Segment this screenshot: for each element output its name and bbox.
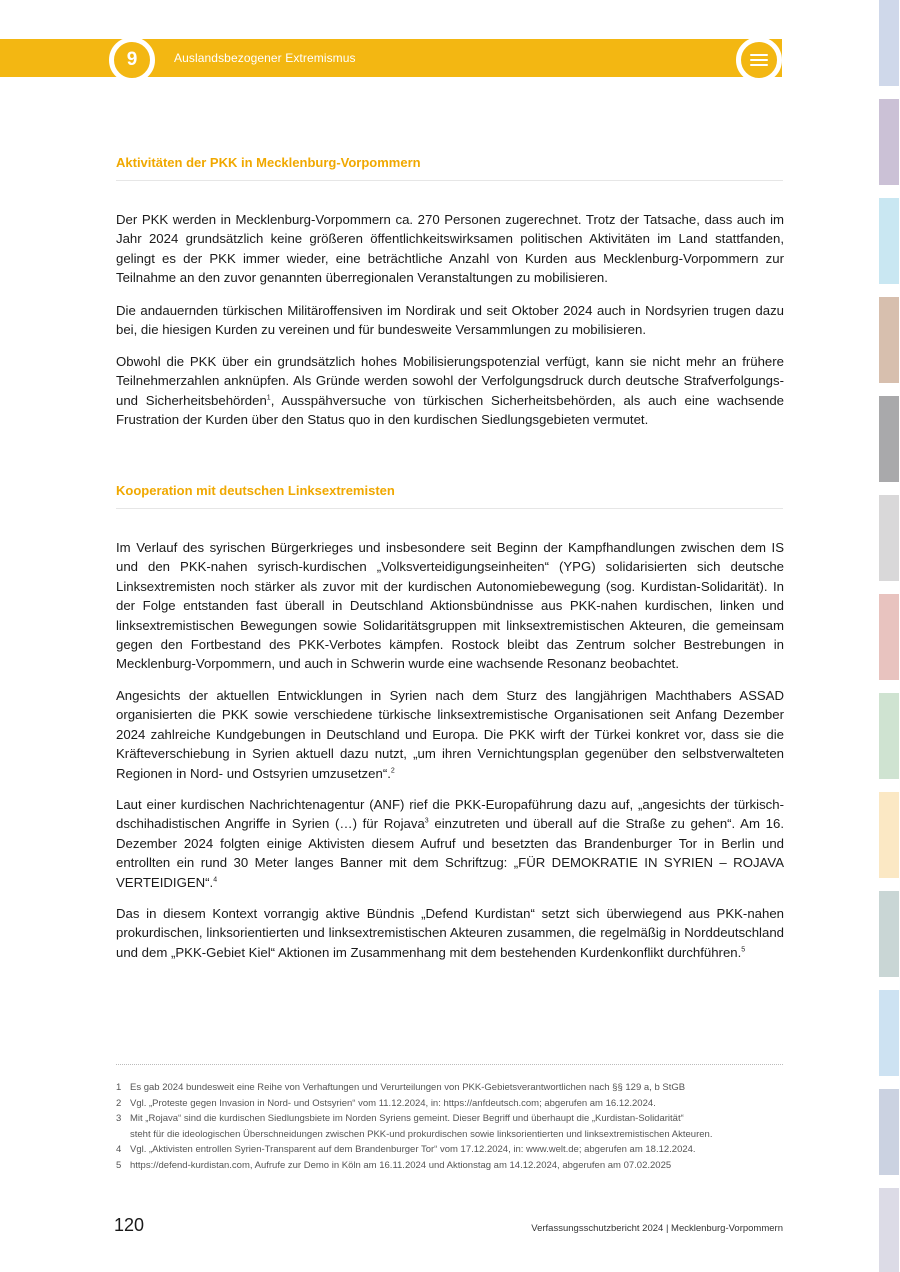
menu-button[interactable]: [736, 37, 782, 83]
side-tab-11[interactable]: [879, 990, 899, 1076]
footnote-item: 5 https://defend-kurdistan.com, Aufrufe zur Demo in Köln am 16.11.2024 und Aktionstag am 14.12.2024, abgerufen am 07.02.2025: [116, 1159, 672, 1171]
side-tab-5[interactable]: [879, 396, 899, 482]
side-tab-12[interactable]: [879, 1089, 899, 1175]
side-tab-1[interactable]: [879, 0, 899, 86]
side-tab-13[interactable]: [879, 1188, 899, 1272]
side-tab-8[interactable]: [879, 693, 899, 779]
footnote-ref[interactable]: 1: [266, 394, 271, 402]
publication-footer: Verfassungsschutzbericht 2024 | Mecklenburg-Vorpommern: [531, 1223, 783, 1234]
side-tab-9[interactable]: [879, 792, 899, 878]
footnote-list: [116, 1080, 786, 1174]
footnote-ref[interactable]: 3: [424, 818, 429, 826]
footnote-divider: [116, 1064, 783, 1065]
paragraph: Obwohl die PKK über ein grundsätzlich hohes Mobilisierungspotenzial verfügt, kann sie nicht mehr an frühere Teilnehmerzahlen anknüpfen. Als Gründe werden sowohl der Verfolgungsdruck durch deutsche Strafverfolgungs- und Sicherheitsbehörden$^1$, Ausspähversuche von türkischen Sicherheitsbehörden, als auch eine wachsende Frustration der Kurden über den Status quo in den kurdischen Siedlungsgebieten vermutet.: [116, 354, 784, 428]
hamburger-menu-icon: [750, 54, 768, 66]
section-divider: [116, 180, 783, 181]
section-heading-cooperation: Kooperation mit deutschen Linksextremisten: [116, 483, 395, 498]
footnote-item: 4 Vgl. „Aktivisten entrollen Syrien-Transparent auf dem Brandenburger Tor“ vom 17.12.2024, in: www.welt.de; abgerufen am 18.12.2024.: [116, 1144, 696, 1156]
section-divider: [116, 508, 783, 509]
chapter-number-badge: [109, 37, 155, 83]
paragraph: Angesichts der aktuellen Entwicklungen in Syrien nach dem Sturz des langjährigen Machthabers ASSAD organisierten die PKK sowie verschiedene türkische linksextremistische Organisationen seit Anfang Dezember 2024 zahlreiche Kundgebungen in Deutschland und Europa. Die PKK wirft der Türkei konkret vor, dass sie die Kräfteverschiebung in Syrien aktuell dazu nutzt, „um ihren Vernichtungsplan gegenüber den selbstverwalteten Regionen in Nord- und Ostsyrien umzusetzen“.$^2$: [116, 688, 784, 781]
paragraph: Das in diesem Kontext vorrangig aktive Bündnis „Defend Kurdistan“ setzt sich überwiegend aus PKK-nahen prokurdischen, linksorientierten und linksextremistischen Akteuren zusammen, die regelmäßig in Norddeutschland und dem „PKK-Gebiet Kiel“ Aktionen im Zusammenhang mit dem bestehenden Kurdenkonflikt durchführen.$^5$: [116, 906, 784, 960]
footnote-item: 2 Vgl. „Proteste gegen Invasion in Nord- und Ostsyrien“ vom 11.12.2024, in: https://anfdeutsch.com; abgerufen am 16.12.2024.: [116, 1097, 656, 1109]
section-heading-pkk-activities: Aktivitäten der PKK in Mecklenburg-Vorpommern: [116, 155, 421, 170]
footnote-item: 1 Es gab 2024 bundesweit eine Reihe von Verhaftungen und Verurteilungen von PKK-Gebietsverantwortlichen nach §§ 129 a, b StGB: [116, 1082, 686, 1093]
paragraph: Im Verlauf des syrischen Bürgerkrieges und insbesondere seit Beginn der Kampfhandlungen zwischen dem IS und den PKK-nahen syrisch-kurdischen „Volksverteidigungseinheiten“ (YPG) solidarisierten sich deutsche Linksextremisten noch stärker als zuvor mit der kurdischen Autonomiebewegung (sog. Kurdistan-Solidarität). In der Folge entstanden fast überall in Deutschland Aktionsbündnisse aus PKK-nahen kurdischen, linken und linksextremistischen Bewegungen sowie Solidaritätsgruppen mit linksextremistischen Akteuren, die gemeinsam gegen den Fortbestand des PKK-Verbotes kämpfen. Rostock bleibt das Zentrum solcher Bestrebungen in Mecklenburg-Vorpommern, und auch in Schwerin wurde eine wachsende Resonanz beobachtet.: [116, 540, 784, 672]
footnote-item: 3 Mit „Rojava“ sind die kurdischen Siedlungsbiete im Norden Syriens gemeint. Dieser Begriff und überhaupt die „Kurdistan-Solidarität“: [116, 1113, 684, 1125]
chapter-number: 9: [126, 49, 138, 70]
chapter-title: Auslandsbezogener Extremismus: [174, 51, 356, 65]
footnote-ref[interactable]: 5: [741, 946, 746, 954]
paragraph: Laut einer kurdischen Nachrichtenagentur (ANF) rief die PKK-Europaführung dazu auf, „angesichts der türkisch-dschihadistischen Angriffe in Syrien (…) für Rojava$^3$ einzutreten und überall auf die Straße zu gehen“. Am 16. Dezember 2024 folgten einige Aktivisten diesem Aufruf und besetzten das Brandenburger Tor in Berlin und entrollten ein rund 30 Meter langes Banner mit dem Schriftzug: „FÜR DEMOKRATIE IN SYRIEN – ROJAVA VERTEIDIGEN“.$^4$: [116, 797, 784, 890]
footnote-ref[interactable]: 2: [390, 767, 395, 775]
side-tab-3[interactable]: [879, 198, 899, 284]
side-tab-2[interactable]: [879, 99, 899, 185]
side-tab-7[interactable]: [879, 594, 899, 680]
footnote-ref[interactable]: 4: [213, 876, 218, 884]
side-tab-10[interactable]: [879, 891, 899, 977]
footnote-item-continued: steht für die ideologischen Überschneidungen zwischen PKK-und prokurdischen sowie linksorientierten und linksextremistischen Akteuren.: [130, 1128, 713, 1140]
paragraph: Der PKK werden in Mecklenburg-Vorpommern ca. 270 Personen zugerechnet. Trotz der Tatsache, dass auch im Jahr 2024 grundsätzlich keine größeren öffentlichkeitswirksamen politischen Aktivitäten im Land stattfanden, gelingt es der PKK immer wieder, eine beträchtliche Anzahl von Kurden aus Mecklenburg-Vorpommern zur Teilnahme an den zuvor genannten überregionalen Veranstaltungen zu mobilisieren.: [116, 212, 784, 286]
side-tab-4[interactable]: [879, 297, 899, 383]
page-number: 120: [114, 1215, 145, 1235]
side-tab-6[interactable]: [879, 495, 899, 581]
paragraph: Die andauernden türkischen Militäroffensiven im Nordirak und seit Oktober 2024 auch in Nordsyrien trugen dazu bei, die hiesigen Kurden zu vereinen und für bundesweite Versammlungen zu mobilisieren.: [116, 303, 784, 338]
